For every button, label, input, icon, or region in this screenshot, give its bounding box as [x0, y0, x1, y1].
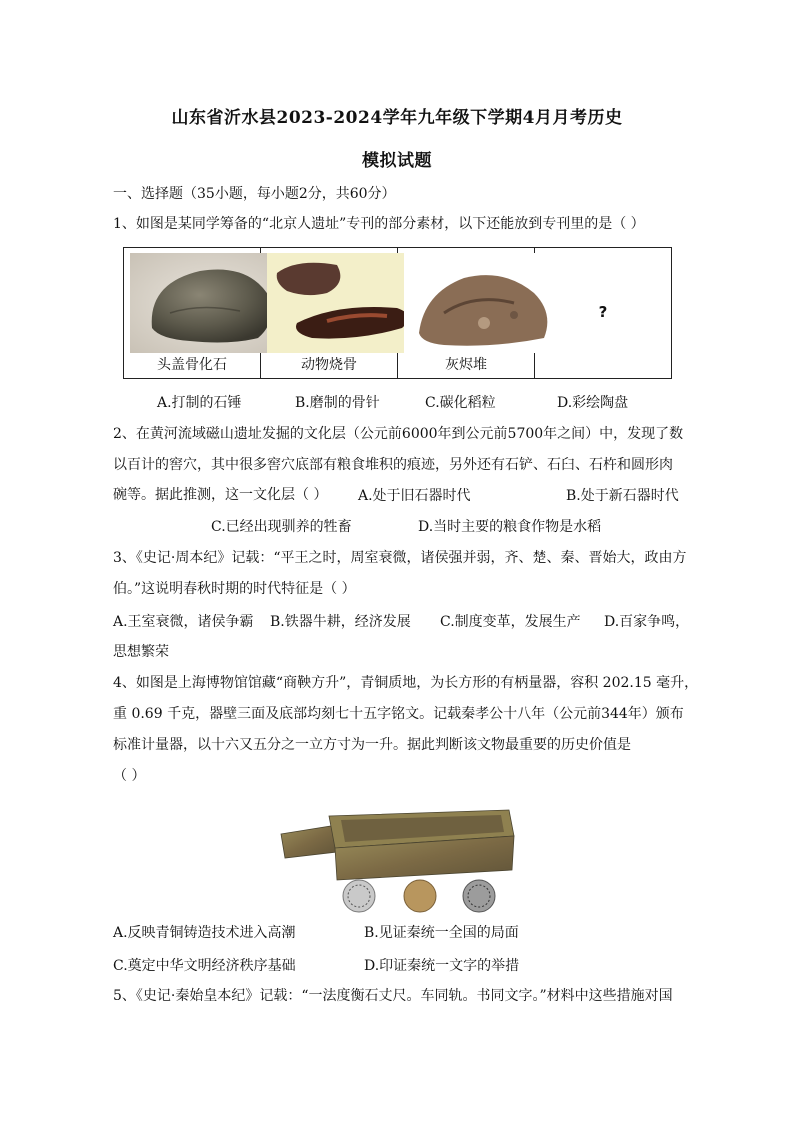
- section-heading: 一、选择题（35小题，每小题2分，共60分）: [113, 186, 396, 202]
- q1-option-c[interactable]: C.碳化稻粒: [425, 395, 496, 411]
- q4-option-b[interactable]: B.见证秦统一全国的局面: [364, 925, 519, 941]
- q1-figure-bone: [261, 248, 398, 378]
- caption-ash: 灰烬堆: [445, 357, 487, 373]
- q1-option-b[interactable]: B.磨制的骨针: [295, 395, 380, 411]
- q3-option-c[interactable]: C.制度变革，发展生产: [440, 614, 581, 630]
- q3-option-d-cont: 思想繁荣: [113, 644, 169, 660]
- q2-option-b[interactable]: B.处于新石器时代: [566, 488, 679, 504]
- q1-option-d[interactable]: D.彩绘陶盘: [557, 395, 629, 411]
- q1-stem: 1、如图是某同学筹备的“北京人遗址”专刊的部分素材，以下还能放到专刊里的是（ ）: [113, 216, 645, 232]
- question-mark: ?: [598, 303, 608, 321]
- q4-line-2: 重 0.69 千克，器壁三面及底部均刻七十五字铭文。记载秦孝公十八年（公元前344年）颁布: [113, 706, 684, 722]
- q3-option-a[interactable]: A.王室衰微，诸侯争霸: [113, 614, 254, 630]
- q2-line-3: 碗等。据此推测，这一文化层（ ）: [113, 487, 328, 503]
- q4-line-1: 4、如图是上海博物馆馆藏“商鞅方升”，青铜质地，为长方形的有柄量器，容积 202.15 毫升，: [113, 675, 699, 691]
- q2-line-1: 2、在黄河流域磁山遗址发掘的文化层（公元前6000年到公元前5700年之间）中，发现了数: [113, 426, 684, 442]
- q2-option-d[interactable]: D.当时主要的粮食作物是水稻: [418, 519, 602, 535]
- q2-option-c[interactable]: C.已经出现驯养的牲畜: [211, 519, 352, 535]
- q4-option-c[interactable]: C.奠定中华文明经济秩序基础: [113, 958, 296, 974]
- exam-subtitle: 模拟试题: [362, 151, 432, 171]
- q1-figure-skull: [124, 248, 261, 378]
- q3-option-d[interactable]: D.百家争鸣，: [604, 614, 690, 630]
- exam-title: 山东省沂水县2023-2024学年九年级下学期4月月考历史: [171, 108, 623, 128]
- q1-figure-unknown: [535, 248, 671, 378]
- caption-bone: 动物烧骨: [301, 357, 357, 373]
- shang-yang-measure-image: [279, 808, 516, 916]
- q3-option-b[interactable]: B.铁器牛耕，经济发展: [270, 614, 411, 630]
- q4-line-3: 标准计量器，以十六又五分之一立方寸为一升。据此判断该文物最重要的历史价值是: [113, 737, 631, 753]
- q4-option-a[interactable]: A.反映青铜铸造技术进入高潮: [113, 925, 296, 941]
- q1-figure-ash: [398, 248, 535, 378]
- q3-line-2: 伯。”这说明春秋时期的时代特征是（ ）: [113, 581, 356, 597]
- q2-line-2: 以百计的窖穴，其中很多窖穴底部有粮食堆积的痕迹，另外还有石铲、石臼、石杵和圆形肉: [113, 457, 673, 473]
- q4-line-4: （ ）: [113, 768, 146, 784]
- q1-option-a[interactable]: A.打制的石锤: [157, 395, 242, 411]
- q4-option-d[interactable]: D.印证秦统一文字的举措: [364, 958, 520, 974]
- q3-line-1: 3、《史记·周本纪》记载：“平王之时，周室衰微，诸侯强并弱，齐、楚、秦、晋始大，政由方: [113, 550, 687, 566]
- caption-skull: 头盖骨化石: [157, 357, 227, 373]
- q5-line-1: 5、《史记·秦始皇本纪》记载：“一法度衡石丈尺。车同轨。书同文字。”材料中这些措施对国: [113, 988, 673, 1004]
- q2-option-a[interactable]: A.处于旧石器时代: [358, 488, 471, 504]
- q1-figure-table: [123, 247, 672, 379]
